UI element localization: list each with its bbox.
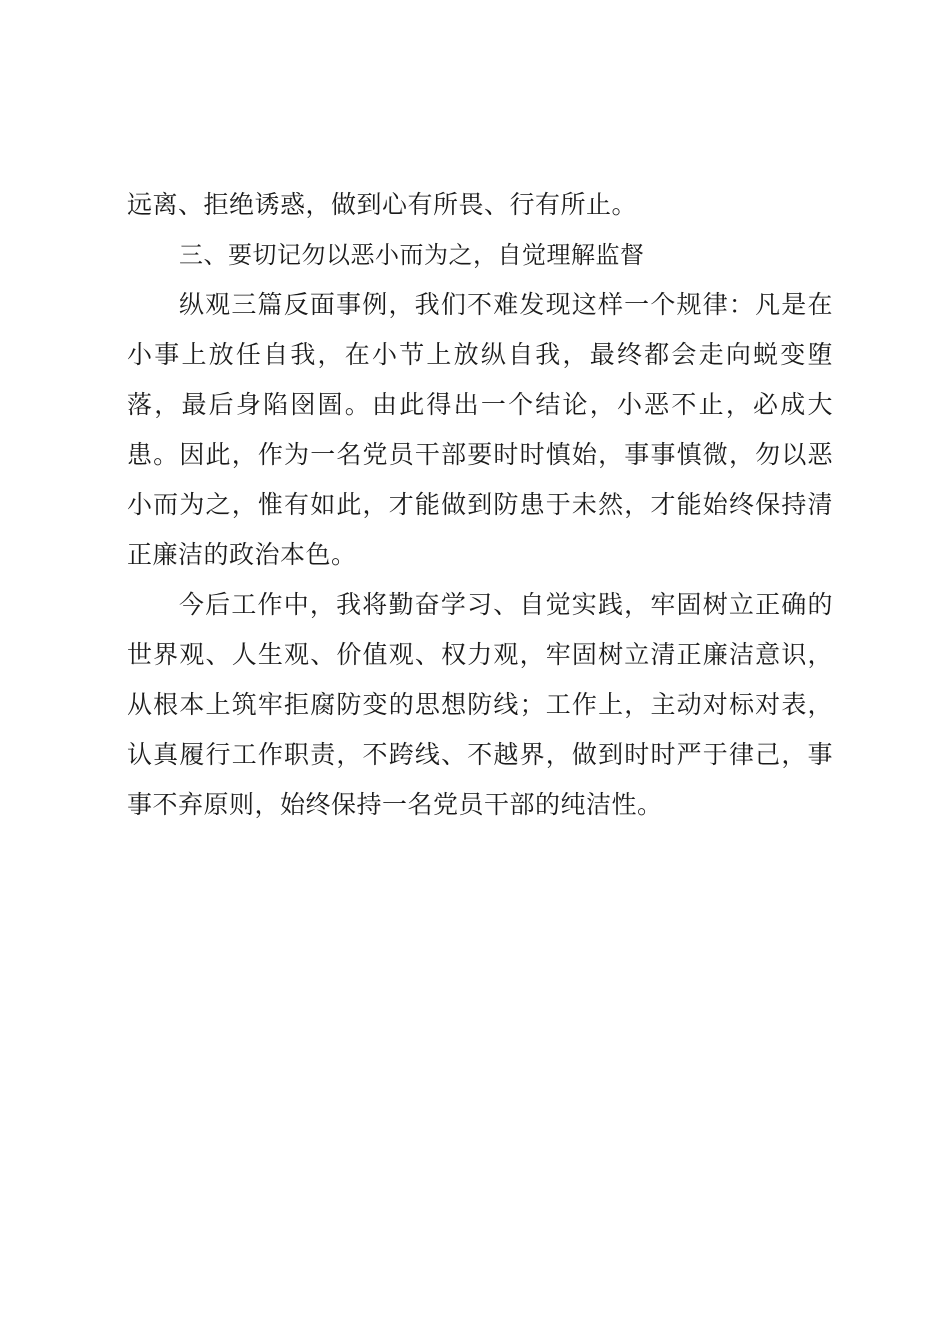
document-body xyxy=(127,180,833,830)
paragraph-analysis: 纵观三篇反面事例，我们不难发现这样一个规律：凡是在小事上放任自我，在小节上放纵自我，最终都会走向蜕变堕落，最后身陷囹圄。由此得出一个结论，小恶不止，必成大患。因此，作为一名党员干部要时时慎始，事事慎微，勿以恶小而为之，惟有如此，才能做到防患于未然，才能始终保持清正廉洁的政治本色。 xyxy=(127,290,833,569)
section-heading-three: 三、要切记勿以恶小而为之，自觉理解监督 xyxy=(179,241,645,269)
paragraph-future-work: 今后工作中，我将勤奋学习、自觉实践，牢固树立正确的世界观、人生观、价值观、权力观，牢固树立清正廉洁意识，从根本上筑牢拒腐防变的思想防线；工作上，主动对标对表，认真履行工作职责，不跨线、不越界，做到时时严于律己，事事不弃原则，始终保持一名党员干部的纯洁性。 xyxy=(127,590,833,819)
paragraph-continuation: 远离、拒绝诱惑，做到心有所畏、行有所止。 xyxy=(127,190,638,219)
